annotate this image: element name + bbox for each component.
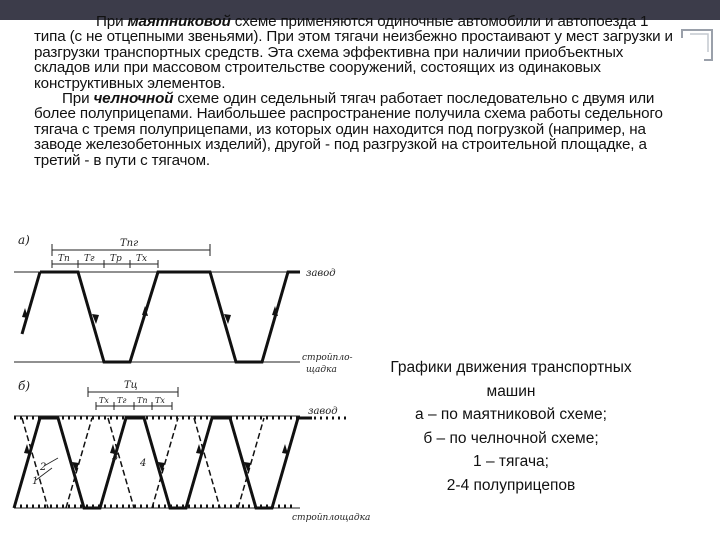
figure-b-curve-3-label: 3 (112, 452, 119, 463)
term-shuttle: челночной (93, 90, 174, 108)
figure-b-t1: Тх (99, 396, 109, 405)
caption-line-1: Графики движения транспортных (390, 359, 632, 376)
figure-b-t2: Тг (117, 396, 127, 405)
figure-b-t3: Тп (137, 396, 148, 405)
figure-a-bottom-line-label-2: щадка (306, 365, 337, 375)
figure-a-t3: Тр (110, 254, 122, 264)
corner-bracket-mark (680, 28, 714, 62)
figure-a-t1: Тп (58, 254, 70, 264)
caption-line-4: б – по челночной схеме; (423, 429, 599, 447)
figure-a-top-line-label: завод (306, 268, 336, 279)
figure-a-period: Тпг (120, 238, 139, 249)
figure-b-curve-2-label: 2 (40, 462, 47, 473)
figure-b-period: Тц (124, 380, 138, 391)
figure-b-curve-1-label: 1 (32, 476, 39, 487)
caption-line-6: 2-4 полуприцепов (446, 476, 576, 494)
figure-a-t2: Тг (84, 254, 95, 264)
figure-b-curve-4-label: 4 (140, 458, 147, 469)
caption-line-5: 1 – тягача; (473, 453, 549, 470)
figure-b-t4: Тх (155, 396, 165, 405)
figure-a-label: а) (18, 233, 30, 247)
figure-b-label: б) (18, 379, 31, 393)
term-pendulum: маятниковой (127, 13, 231, 30)
body-text (34, 14, 682, 168)
caption-line-3: а – по маятниковой схеме; (415, 406, 607, 423)
paragraph-shuttle: При челночной схеме один седельный тягач работает последовательно с двумя или более полуприцепами. Наибольшее распространение получила схема работы седельного тягача с тремя полуприцепами, из которых один находится под погрузкой (например, на заводе железобетонных изделий), другой - под разгрузкой на строительной площадке, а третий - в пути с тягачом. (34, 90, 663, 169)
paragraph-pendulum: При маятниковой схеме применяются одиночные автомобили и автопоезда 1 типа (с не отцепными звеньями). При этом тягачи неизбежно простаивают у мест загрузки и разгрузки транспортных средств. Эта схема эффективна при наличии приобъектных складов или при массовом строительстве сооружений, состоящих из одинаковых конструктивных элементов. (34, 13, 673, 92)
caption-line-2: машин (486, 382, 536, 400)
figure-caption (352, 356, 670, 497)
motion-graphs-figure (0, 222, 370, 522)
figure-b-bottom-line-label: стройплощадка (292, 513, 370, 522)
figure-a-motion-curve (40, 272, 300, 362)
figure-b-top-line-label: завод (308, 406, 338, 417)
figure-a-bottom-line-label-1: стройпло- (302, 353, 353, 363)
figure-a-t4: Тх (136, 254, 148, 264)
